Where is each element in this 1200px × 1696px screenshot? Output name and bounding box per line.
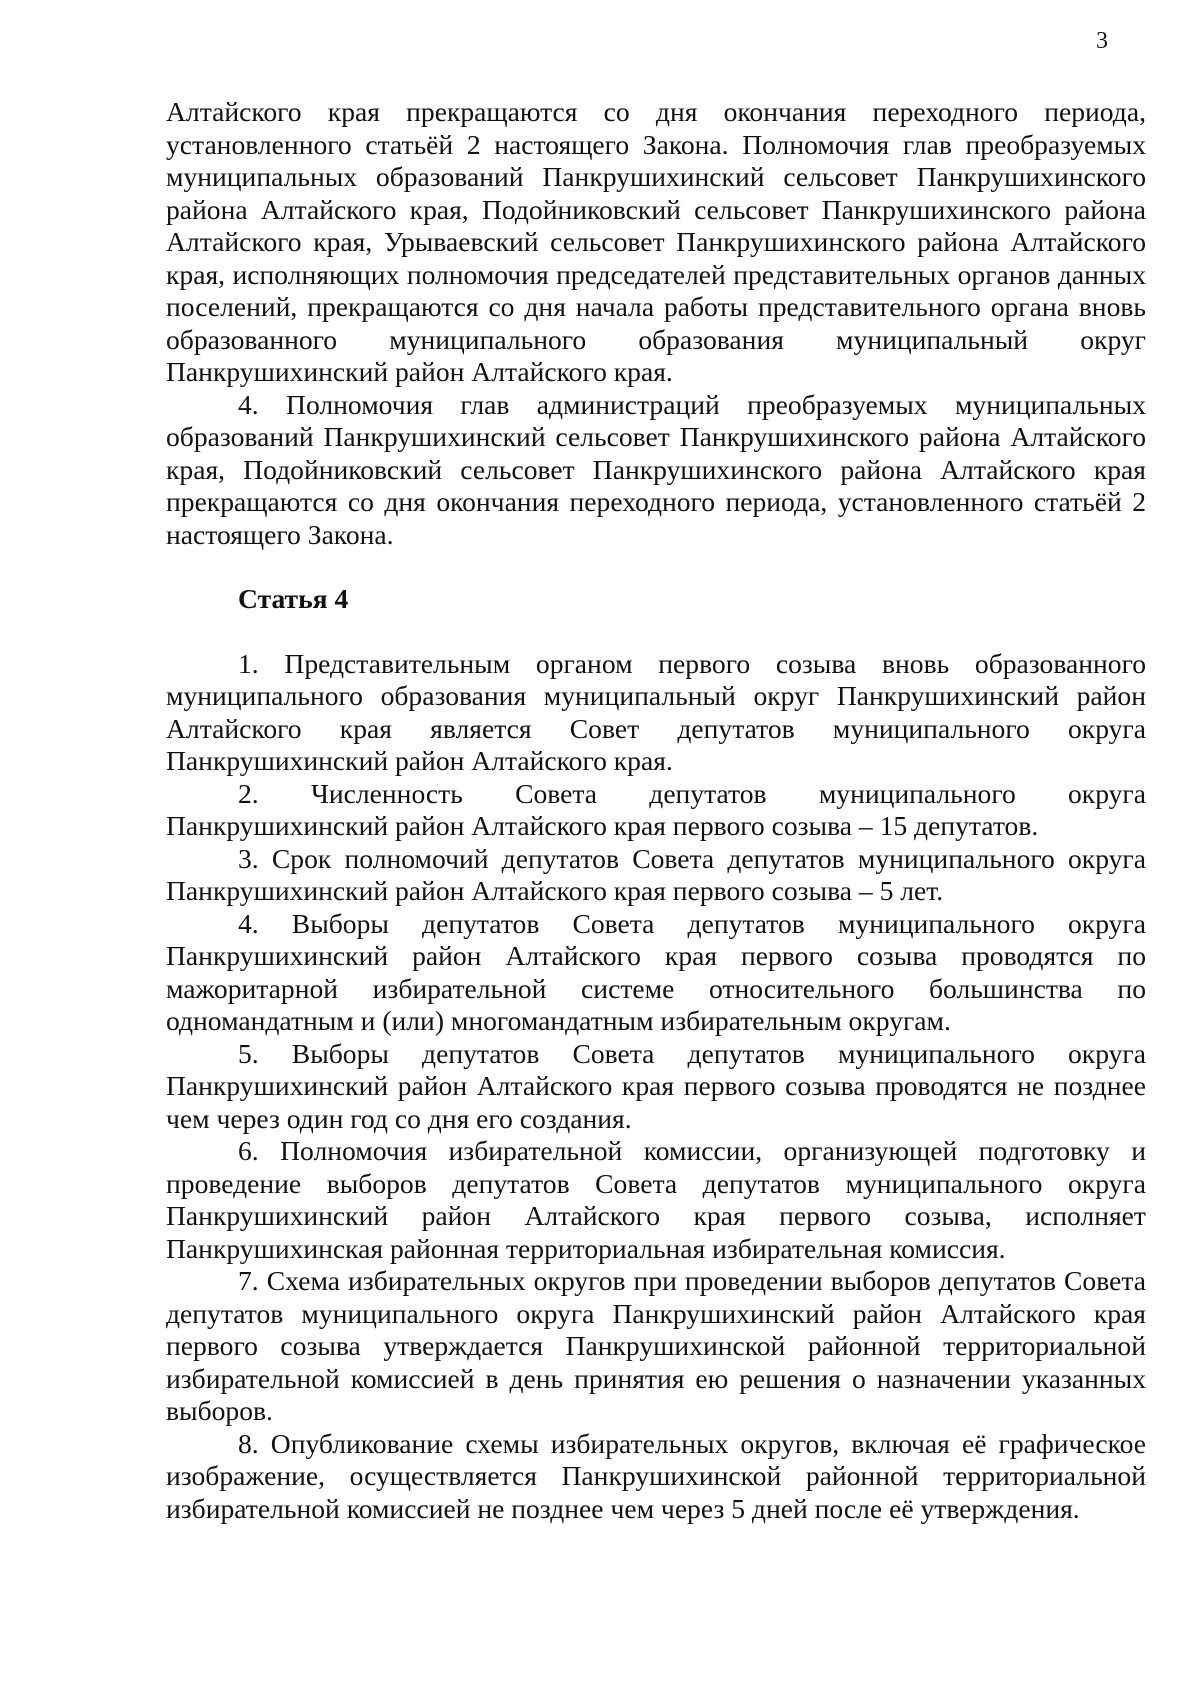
page-number: 3 bbox=[1096, 28, 1108, 54]
article-item-8: 8. Опубликование схемы избирательных округов, включая её графическое изображение, осуществляется Панкрушихинской районной территориальной избирательной комиссией не позднее чем через 5 дней после её утверждения. bbox=[166, 1427, 1146, 1524]
document-body bbox=[166, 96, 1146, 1525]
article-item-1: 1. Представительным органом первого созыва вновь образованного муниципального образования муниципальный округ Панкрушихинский район Алтайского края является Совет депутатов муниципального округа Панкрушихинский район Алтайского края. bbox=[166, 647, 1146, 776]
spacer bbox=[166, 551, 1146, 583]
article-item-5: 5. Выборы депутатов Совета депутатов муниципального округа Панкрушихинский район Алтайского края первого созыва проводятся не позднее чем через один год со дня его создания. bbox=[166, 1037, 1146, 1134]
article-item-7: 7. Схема избирательных округов при проведении выборов депутатов Совета депутатов муниципального округа Панкрушихинский район Алтайского края первого созыва утверждается Панкрушихинской районной территориальной избирательной комиссией в день принятия ею решения о назначении указанных выборов. bbox=[166, 1265, 1146, 1426]
article-item-6: 6. Полномочия избирательной комиссии, организующей подготовку и проведение выборов депутатов Совета депутатов муниципального округа Панкрушихинский район Алтайского края первого созыва, исполняет Панкрушихинская районная территориальная избирательная комиссия. bbox=[166, 1135, 1146, 1264]
spacer bbox=[166, 616, 1146, 648]
article-item-2: 2. Численность Совета депутатов муниципального округа Панкрушихинский район Алтайского края первого созыва – 15 депутатов. bbox=[166, 777, 1146, 841]
article-item-3: 3. Срок полномочий депутатов Совета депутатов муниципального округа Панкрушихинский район Алтайского края первого созыва – 5 лет. bbox=[166, 842, 1146, 906]
article-heading: Статья 4 bbox=[238, 583, 349, 614]
paragraph-item-4: 4. Полномочия глав администраций преобразуемых муниципальных образований Панкрушихинский сельсовет Панкрушихинского района Алтайского края, Подойниковский сельсовет Панкрушихинского района Алтайского края прекращаются со дня окончания переходного периода, установленного статьёй 2 настоящего Закона. bbox=[166, 388, 1146, 550]
paragraph-continued: Алтайского края прекращаются со дня окончания переходного периода, установленного статьёй 2 настоящего Закона. Полномочия глав преобразуемых муниципальных образований Панкрушихинский сельсовет Панкрушихинского района Алтайского края, Подойниковский сельсовет Панкрушихинского района Алтайского края, Урываевский сельсовет Панкрушихинского района Алтайского края, исполняющих полномочия председателей представительных органов данных поселений, прекращаются со дня начала работы представительного органа вновь образованного муниципального образования муниципальный округ Панкрушихинский район Алтайского края. bbox=[166, 96, 1146, 387]
article-item-4: 4. Выборы депутатов Совета депутатов муниципального округа Панкрушихинский район Алтайского края первого созыва проводятся по мажоритарной избирательной системе относительного большинства по одномандатным и (или) многомандатным избирательным округам. bbox=[166, 907, 1146, 1036]
